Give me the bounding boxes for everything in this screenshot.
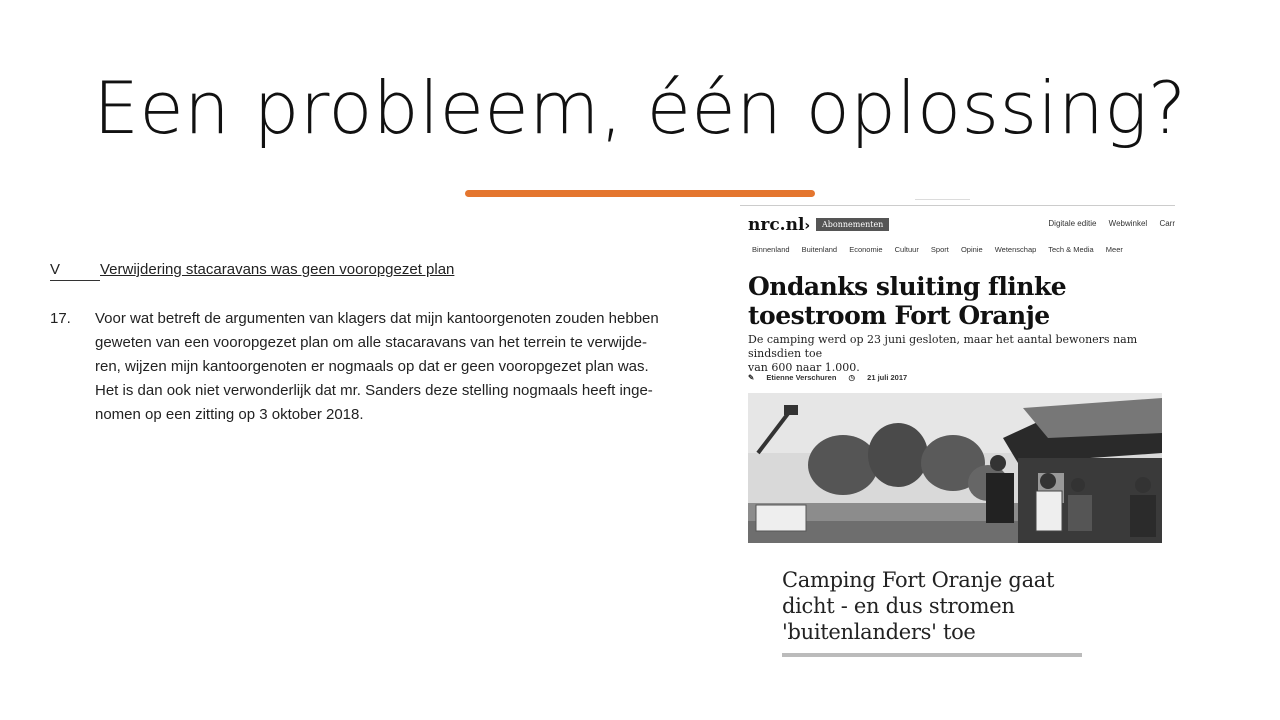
nav-item: Buitenland <box>801 245 838 254</box>
top-link: Carr <box>1159 219 1175 228</box>
section-number: V <box>50 261 61 278</box>
clipping-top-border <box>740 205 1175 206</box>
nav-item: Sport <box>930 245 949 254</box>
top-link: Webwinkel <box>1108 219 1148 228</box>
article-headline <box>748 272 1168 330</box>
pen-icon: ✎ <box>748 373 755 382</box>
nav-item: Meer <box>1105 245 1123 254</box>
clock-icon: ◷ <box>848 373 856 382</box>
nav-item: Opinie <box>960 245 983 254</box>
heading-underline <box>50 280 100 281</box>
slide-title: Een probleem, één oplossing? <box>93 66 1187 150</box>
nav-item: Wetenschap <box>994 245 1037 254</box>
cut-off-body-text <box>782 651 1082 657</box>
article-photo <box>748 393 1162 543</box>
logo-arrow-icon: › <box>804 218 811 234</box>
headline-line: Ondanks sluiting flinke <box>748 272 1067 301</box>
paragraph-number: 17. <box>50 310 71 327</box>
paragraph-line: Voor wat betreft de argumenten van klagers dat mijn kantoorgenoten zouden hebben <box>95 310 659 327</box>
section-heading-text: Verwijdering stacaravans was geen vooropgezet plan <box>100 261 455 278</box>
top-links <box>1038 219 1175 228</box>
newspaper-clipping <box>740 205 1175 660</box>
headline-line: toestroom Fort Oranje <box>748 301 1050 330</box>
nav-item: Binnenland <box>752 245 790 254</box>
divider-line <box>915 199 970 200</box>
nav-item: Tech & Media <box>1048 245 1094 254</box>
title-underline <box>465 190 815 197</box>
article-date: 21 juli 2017 <box>867 373 908 382</box>
paragraph-line: geweten van een vooropgezet plan om alle stacaravans van het terrein te verwijde- <box>95 334 647 351</box>
lead-line: van 600 naar 1.000. <box>748 361 860 374</box>
sub-headline-line: 'buitenlanders' toe <box>782 620 976 644</box>
article-sub-headline <box>782 567 1162 645</box>
lead-line: De camping werd op 23 juni gesloten, maar het aantal bewoners nam sindsdien toe <box>748 333 1138 360</box>
sub-headline-line: dicht - en dus stromen <box>782 594 1015 618</box>
article-meta <box>748 373 917 382</box>
top-link: Digitale editie <box>1048 219 1097 228</box>
nav-item: Economie <box>849 245 883 254</box>
subscriptions-badge: Abonnementen <box>816 218 889 231</box>
paragraph-line: ren, wijzen mijn kantoorgenoten er nogmaals op dat er geen vooropgezet plan was. <box>95 358 649 375</box>
paragraph-line: nomen op een zitting op 3 oktober 2018. <box>95 406 364 423</box>
sub-headline-line: Camping Fort Oranje gaat <box>782 568 1055 592</box>
nav-item: Cultuur <box>894 245 919 254</box>
article-author: Etienne Verschuren <box>766 373 837 382</box>
logo-text: nrc.nl <box>748 215 805 235</box>
section-nav <box>752 245 1133 254</box>
article-lead <box>748 333 1168 375</box>
paragraph-line: Het is dan ook niet verwonderlijk dat mr. Sanders deze stelling nogmaals heeft inge- <box>95 382 653 399</box>
nrc-logo <box>748 215 810 235</box>
